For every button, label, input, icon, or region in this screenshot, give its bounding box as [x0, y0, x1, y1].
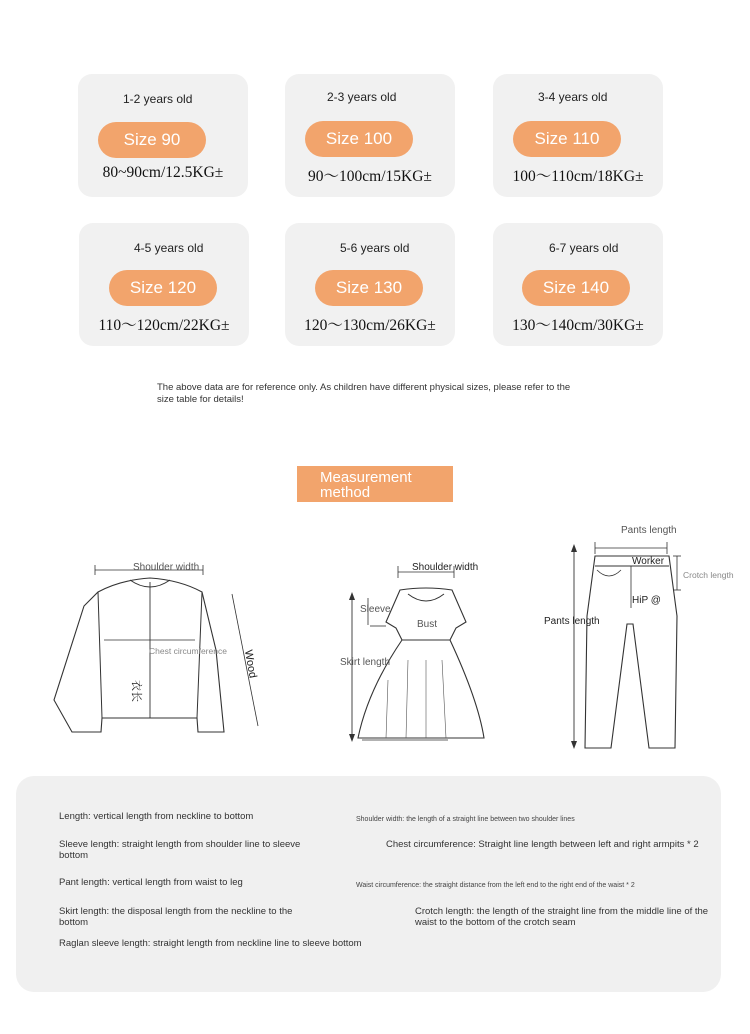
age-label: 5-6 years old — [340, 241, 410, 255]
size-card-140 — [493, 223, 663, 346]
chest-circumference-label: Chest circumference — [149, 646, 227, 656]
size-pill: Size 140 — [522, 270, 630, 306]
size-pill: Size 100 — [305, 121, 413, 157]
chest-definition: Chest circumference: Straight line length between left and right armpits * 2 — [386, 839, 699, 850]
size-pill: Size 110 — [513, 121, 621, 157]
size-range: 90～100cm/15KG± — [308, 168, 432, 185]
pants-length-top-label: Pants length — [621, 525, 677, 536]
age-label: 6-7 years old — [549, 241, 619, 255]
measurement-method-button: Measurement method — [297, 466, 453, 502]
size-pill: Size 130 — [315, 270, 423, 306]
age-label: 1-2 years old — [123, 92, 193, 106]
size-range: 80~90cm/12.5KG± — [102, 164, 224, 181]
waist-definition: Waist circumference: the straight distance from the left end to the right end of the waist * 2 — [356, 882, 635, 889]
size-range: 130～140cm/30KG± — [512, 317, 644, 334]
shoulder-width-label: Shoulder width — [133, 562, 200, 573]
raglan-definition: Raglan sleeve length: straight length from neckline line to sleeve bottom — [59, 938, 362, 949]
pant-length-definition: Pant length: vertical length from waist to leg — [59, 877, 243, 888]
size-card-110 — [493, 74, 663, 197]
age-label: 2-3 years old — [327, 90, 397, 104]
crotch-length-definition: Crotch length: the length of the straight line from the middle line of the waist to the bottom of the crotch seam — [415, 906, 709, 928]
chinese-length-label: 衣长 — [130, 680, 142, 702]
worker-label: Worker — [632, 556, 665, 567]
size-card-130 — [285, 223, 455, 346]
dress-diagram — [328, 560, 498, 752]
size-card-100 — [285, 74, 455, 197]
reference-note: The above data are for reference only. As children have different physical sizes, please refer to the size table for details! — [157, 382, 571, 405]
hip-label: HiP @ — [632, 595, 661, 606]
age-label: 4-5 years old — [134, 241, 204, 255]
sleeve-length-definition: Sleeve length: straight length from shoulder line to sleeve bottom — [59, 839, 301, 861]
size-card-120 — [79, 223, 249, 346]
size-pill: Size 120 — [109, 270, 217, 306]
size-range: 120～130cm/26KG± — [304, 317, 436, 334]
skirt-length-definition: Skirt length: the disposal length from the neckline to the bottom — [59, 906, 293, 928]
crotch-length-label: Crotch length — [683, 570, 734, 580]
skirt-length-label: Skirt length — [340, 657, 391, 668]
pants-length-side-label: Pants length — [544, 616, 600, 627]
bust-label: Bust — [417, 619, 438, 630]
wood-label: Wood — [241, 648, 259, 680]
sleeve-label: Sleeve — [360, 604, 391, 615]
age-label: 3-4 years old — [538, 90, 608, 104]
length-definition: Length: vertical length from neckline to bottom — [59, 811, 254, 822]
shoulder-width-definition: Shoulder width: the length of a straight line between two shoulder lines — [356, 816, 575, 823]
size-card-90 — [78, 74, 248, 197]
size-pill: Size 90 — [98, 122, 206, 158]
dress-shoulder-width-label: Shoulder width — [412, 562, 479, 573]
size-range: 100～110cm/18KG± — [512, 168, 644, 185]
size-range: 110～120cm/22KG± — [98, 317, 230, 334]
